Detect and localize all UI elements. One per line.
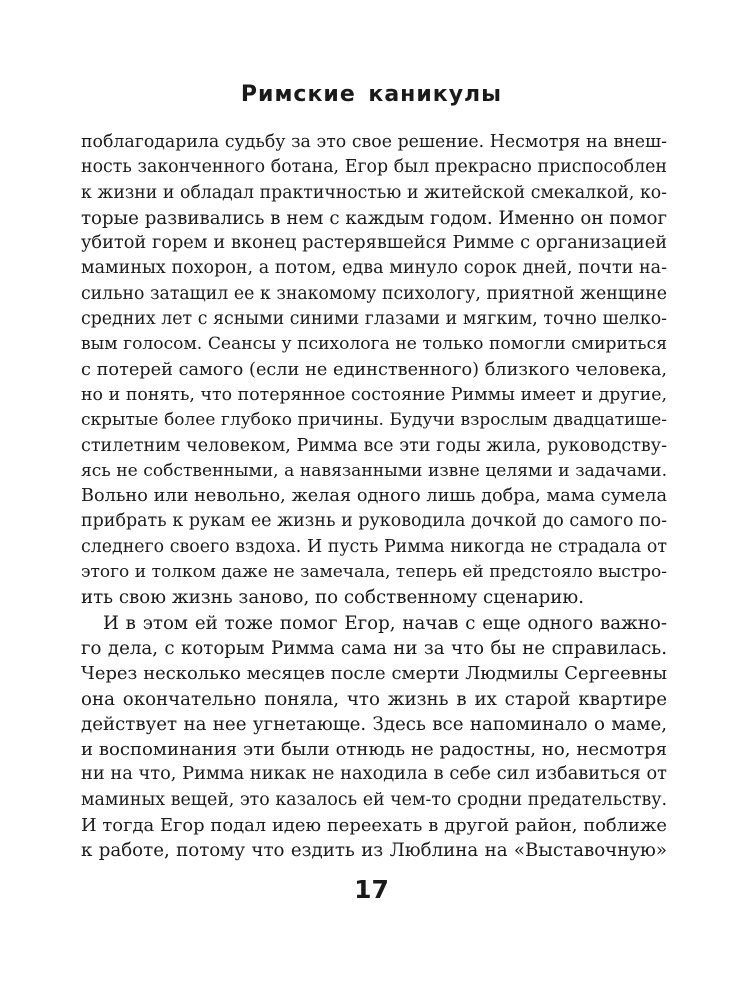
text-line: но и понять, что потерянное состояние Риммы имеет и другие,: [81, 384, 667, 405]
text-line: средних лет с ясными синими глазами и мягким, точно шелко-: [81, 309, 667, 330]
text-line: с потерей самого (если не единственного) близкого человека,: [81, 359, 667, 380]
text-line: действует на нее угнетающе. Здесь все напоминало о маме,: [81, 713, 667, 735]
text-line: ность законченного ботана, Егор был прекрасно приспособлен: [81, 157, 667, 178]
text-line: ни на что, Римма никак не находила в себе сил избавиться от: [81, 764, 667, 785]
running-head: Римские каникулы: [240, 82, 503, 107]
text-line: И тогда Егор подал идею переехать в другой район, поближе: [81, 815, 667, 837]
text-line: сильно затащил ее к знакомому психологу, приятной женщине: [81, 283, 667, 304]
text-line: и воспоминания эти были отнюдь не радостны, но, несмотря: [81, 739, 667, 761]
text-line: И в этом ей тоже помог Егор, начав с еще одного важно-: [103, 612, 667, 634]
text-line: скрытые более глубоко причины. Будучи взрослым двадцатише-: [81, 410, 667, 431]
text-line: ясь не собственными, а навязанными извне целями и задачами.: [81, 460, 667, 481]
text-line: маминых вещей, это казалось ей чем-то сродни предательству.: [81, 789, 667, 810]
text-line: прибрать к рукам ее жизнь и руководила дочкой до самого по-: [81, 511, 667, 532]
text-line: го дела, с которым Римма сама ни за что бы не справилась.: [81, 637, 667, 659]
text-line: этого и толком даже не замечала, теперь ей предстояло выстро-: [81, 562, 667, 583]
text-line: маминых похорон, а потом, едва минуло сорок дней, почти на-: [81, 258, 667, 279]
text-line: Через несколько месяцев после смерти Людмилы Сергеевны: [81, 663, 667, 685]
text-line: убитой горем и вконец растерявшейся Римме с организацией: [81, 233, 667, 254]
text-line: поблагодарила судьбу за это свое решение. Несмотря на внеш-: [81, 132, 667, 152]
text-line: вым голосом. Сеансы у психолога не только помогли смириться: [81, 334, 667, 355]
text-line: торые развивались в нем с каждым годом. Именно он помог: [81, 207, 667, 229]
body-text: [81, 130, 667, 864]
text-line: Вольно или невольно, желая одного лишь добра, мама сумела: [81, 486, 667, 507]
text-line: она окончательно поняла, что жизнь в их старой квартире: [81, 688, 667, 710]
text-line: стилетним человеком, Римма все эти годы жила, руководству-: [81, 435, 667, 456]
text-line: к работе, потому что ездить из Люблина на «Выставочную»: [81, 840, 667, 862]
text-line: ить свою жизнь заново, по собственному сценарию.: [81, 587, 585, 609]
text-line: к жизни и обладал практичностью и житейской смекалкой, ко-: [81, 182, 667, 203]
page-number: 17: [354, 875, 389, 904]
text-line: следнего своего вздоха. И пусть Римма никогда не страдала от: [81, 536, 667, 557]
